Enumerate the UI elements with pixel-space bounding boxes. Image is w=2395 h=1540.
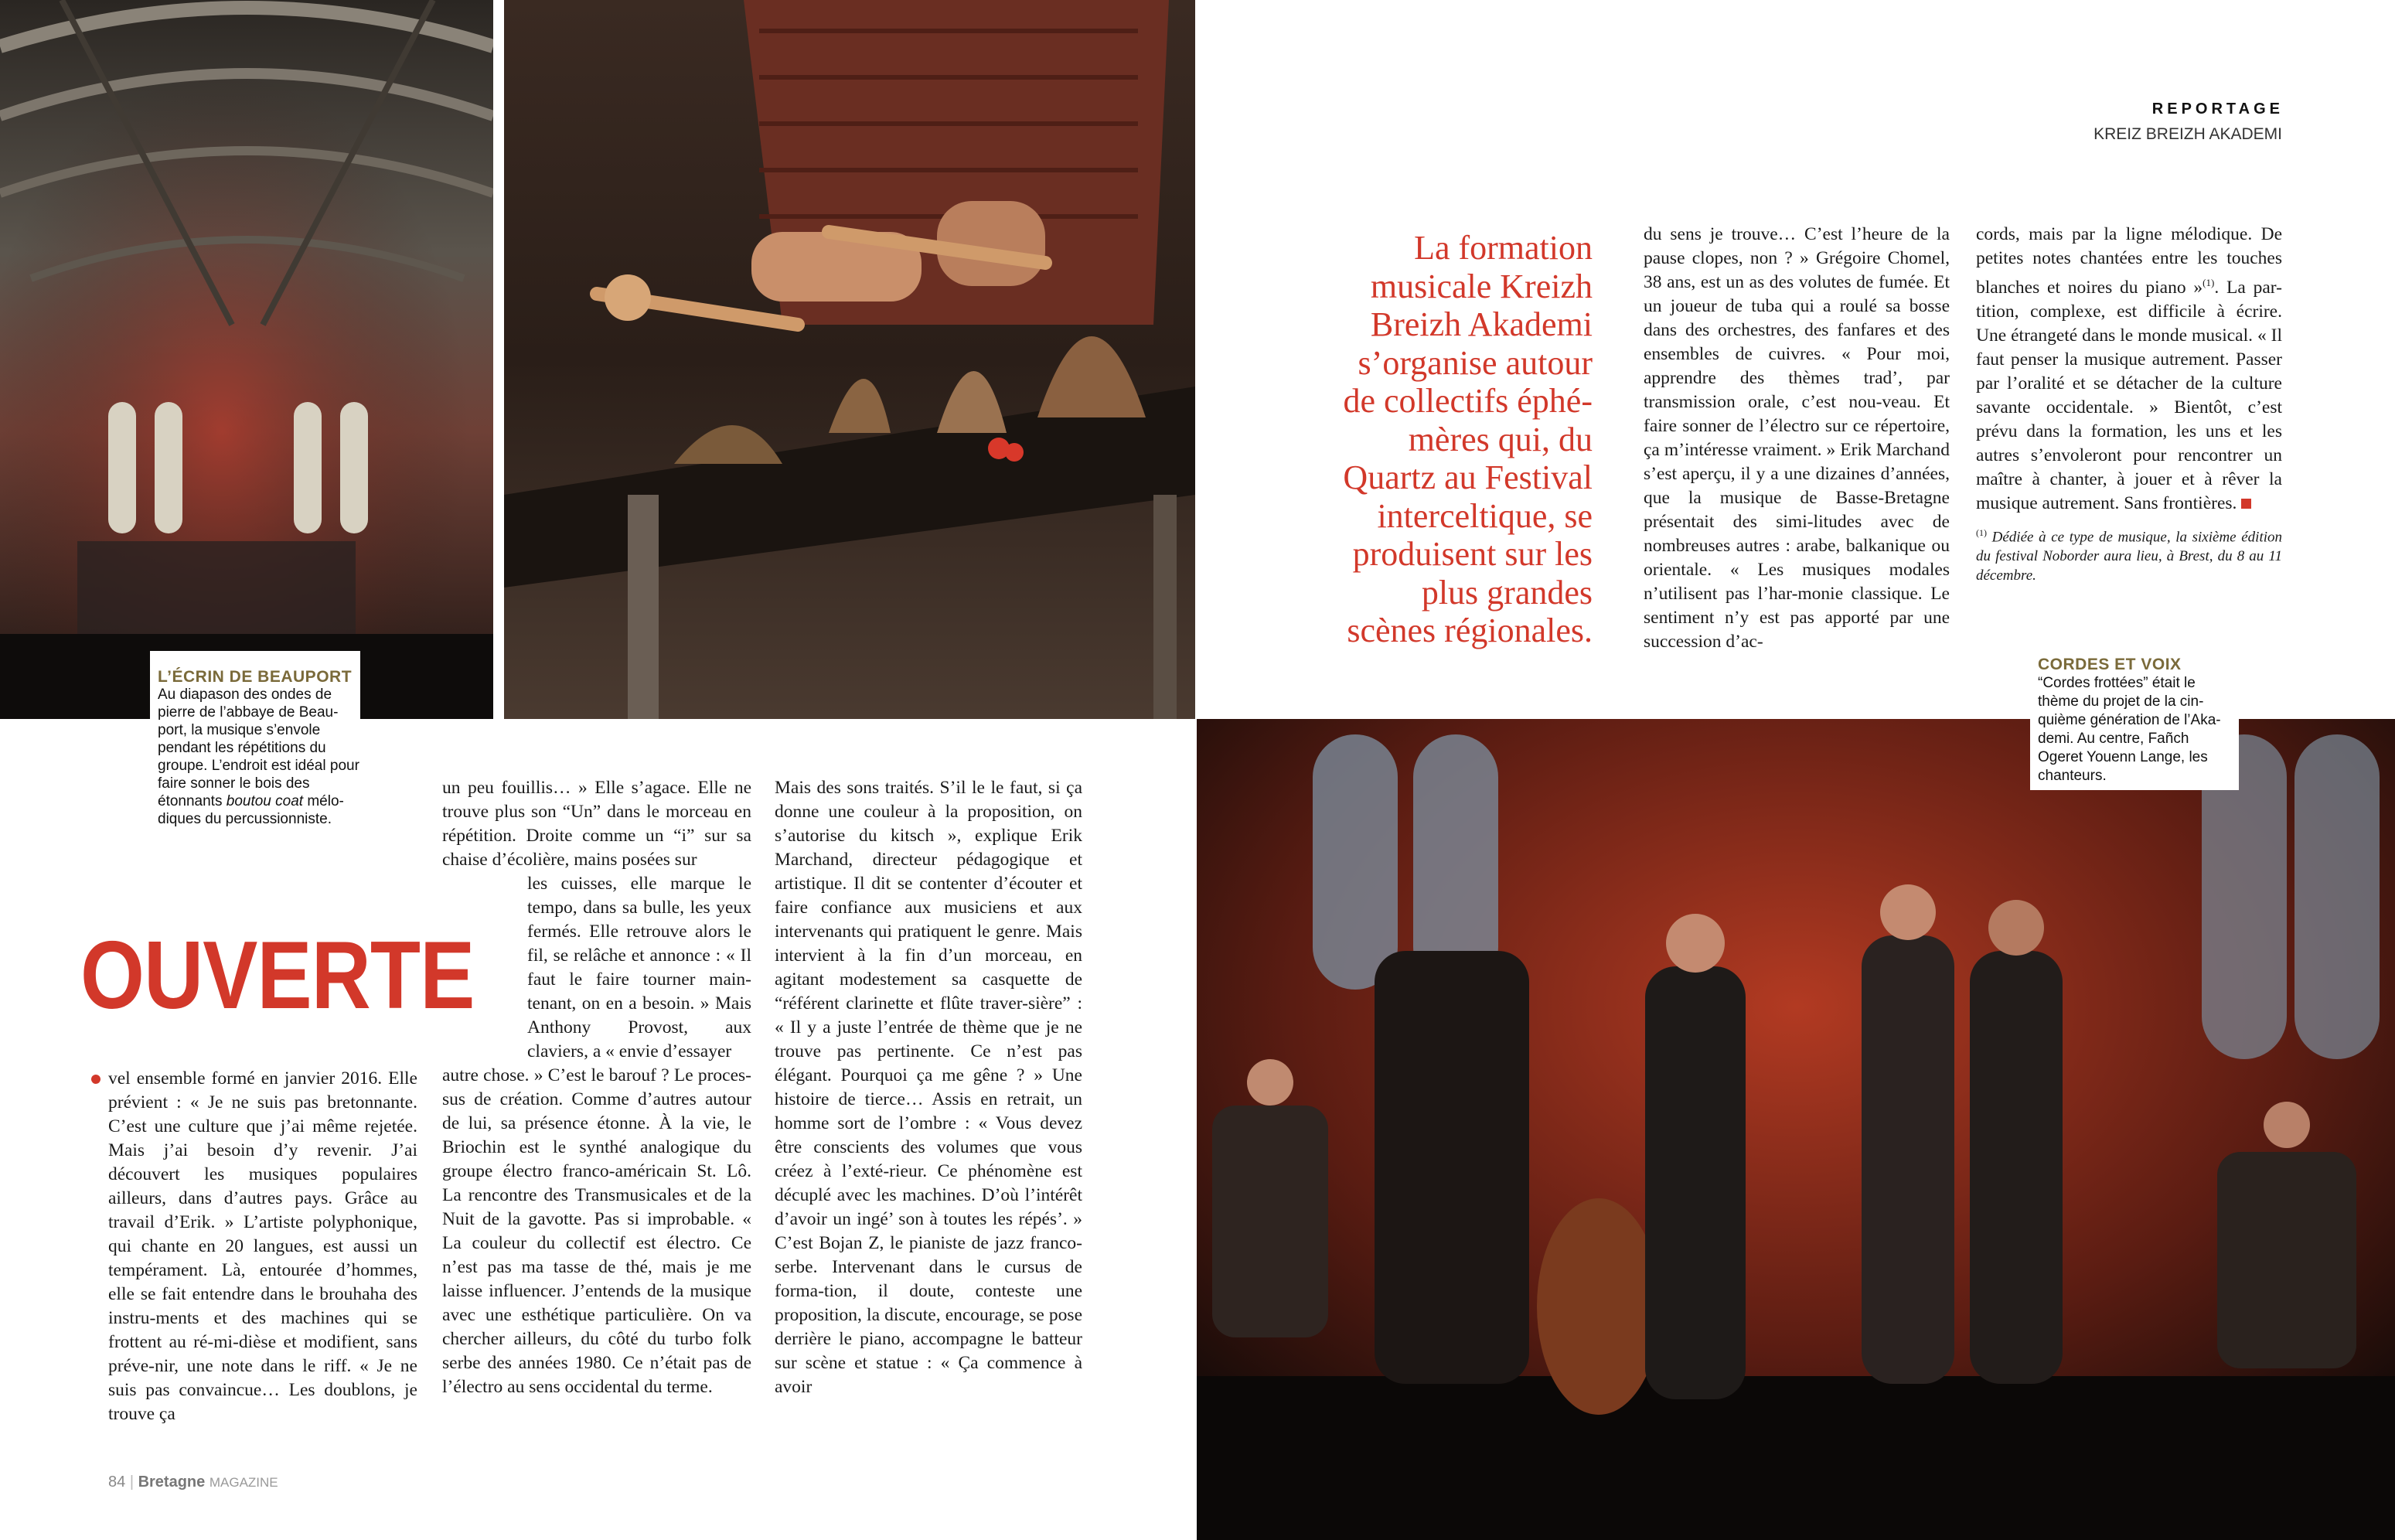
caption-beauport-text-1: Au diapason des ondes de pierre de l’abbaye de Beau-port, la musique s’envole pendant les répétitions du groupe. L’endroit est idéal pour faire sonner le bois des étonnants	[158, 687, 359, 809]
col4-text: du sens je trouve… C’est l’heure de la pause clopes, non ? » Grégoire Chomel, 38 ans, est un as des volutes de fumée. Et un joueur de tuba qui a roulé sa bosse dans des orchestres, des fanfares et des ensembles de cuivres. « Pour moi, apprendre des thèmes trad’, par transmission orale, c’est nou-veau. Et faire sonner de l’électro sur ce répertoire, ça m’intéresse vraiment. » Erik Marchand s’est aperçu, il y a une dizaines d’années, que la musique de Basse-Bretagne présentait des simi-litudes avec de nombreuses autres : arabe, balkanique ou orientale. « Les musiques modales n’utilisent pas l’har-monie classique. Le sentiment n’y est pas apporté par une succession d’ac-	[1644, 224, 1950, 652]
concert-photo	[1197, 719, 2395, 1540]
page-footer: 84 | Bretagne MAGAZINE	[108, 1474, 278, 1491]
body-column-2	[442, 776, 751, 1399]
page-number: 84	[108, 1474, 126, 1491]
continuation-arrow-icon	[91, 1075, 101, 1084]
col5-paragraph	[1976, 223, 2282, 516]
pull-quote-line: musicale Kreizh	[1370, 267, 1593, 305]
caption-beauport-text	[158, 687, 359, 827]
caption-cordes-text: “Cordes frottées” était le thème du projet de la cin-quième génération de l’Aka-demi. Au centre, Fañch Ogeret Youenn Lange, les chanteurs.	[2038, 675, 2221, 784]
body-column-3	[775, 776, 1082, 1399]
caption-beauport-italic: boutou coat	[226, 793, 304, 809]
headline: OUVERTE	[80, 922, 475, 1029]
col2-indent-text: les cuisses, elle marque le tempo, dans sa bulle, les yeux fermés. Elle retrouve alors le fil, se relâche et annonce : « Il faut le faire tourner main-tenant, on en a besoin. » Mais Anthony Provost, aux claviers, a « envie d’essayer	[527, 874, 751, 1061]
col5-footnote-ref: (1)	[2203, 277, 2215, 288]
caption-beauport	[150, 651, 360, 869]
pull-quote	[1268, 229, 1593, 650]
section-label: REPORTAGE	[2151, 101, 2284, 118]
percussion-photo	[504, 0, 1195, 719]
pull-quote-line: s’organise autour	[1358, 343, 1593, 382]
body-column-5	[1976, 223, 2282, 585]
pull-quote-line: Quartz au Festival	[1343, 458, 1593, 496]
magazine-brand-suffix: MAGAZINE	[209, 1475, 278, 1490]
abbey-illustration	[0, 0, 493, 719]
col5-text: cords, mais par la ligne mélodique. De petites notes chantées entre les touches blanches et noires du piano »	[1976, 224, 2282, 298]
body-column-4	[1644, 223, 1950, 662]
caption-cordes	[2030, 648, 2239, 790]
footnote-text: Dédiée à ce type de musique, la sixième édition du festival Noborder aura lieu, à Brest, du 8 au 11 décembre.	[1976, 529, 2283, 584]
body-column-1	[108, 1067, 417, 1426]
subsection-label: KREIZ BREIZH AKADEMI	[2093, 125, 2282, 143]
end-mark-icon	[2241, 499, 2251, 509]
col2-bottom-text: autre chose. » C’est le barouf ? Le proces-sus de création. Comme d’autres autour de lui, sa présence étonne. À la vie, le Briochin est le synthé analogique du groupe électro franco-américain St. Lô. La rencontre des Transmusicales et de la Nuit de la gavotte. Pas si improbable. « La couleur du collectif est électro. Ce n’est pas ma tasse de thé, mais je me laisse influencer. J’entends de la musique avec une esthétique particulière. On va chercher ailleurs, du côté du turbo folk serbe des années 1980. Ce n’était pas de l’électro au sens occidental du terme.	[442, 1065, 751, 1397]
pull-quote-line: La formation	[1414, 229, 1593, 267]
percussion-illustration	[504, 0, 1195, 719]
col3-text: Mais des sons traités. S’il le le faut, si ça donne une couleur à la proposition, on s’autorise du kitsch », explique Erik Marchand, directeur pédagogique et artistique. Il dit se contenter d’écouter et faire confiance aux musiciens et aux intervenants qui pratiquent le genre. Mais intervient à la fin d’un morceau, en agitant modestement sa casquette de “référent clarinette et flûte traver-sière” : « Il y a juste l’entrée de thème que je ne trouve pas pertinente. Ce n’est pas élégant. Pourquoi ça me gêne ? » Une histoire de tierce… Assis en retrait, un homme sort de l’ombre : « Vous devez être conscients des volumes que vous créez à l’exté-rieur. Ce phénomène est décuplé avec les machines. D’où l’intérêt d’avoir un ingé’ son à toutes les répés’. » C’est Bojan Z, le pianiste de jazz franco-serbe. Intervenant dans le cursus de forma-tion, il doute, conteste une proposition, la discute, encourage, se pose derrière le piano, accompagne le batteur sur scène et statue : « Ça commence à avoir	[775, 778, 1082, 1397]
caption-beauport-title: L’ÉCRIN DE BEAUPORT	[158, 668, 353, 686]
abbey-photo	[0, 0, 493, 719]
caption-beauport-text-2: mélo-diques du percussionniste.	[158, 793, 344, 827]
pull-quote-line: de collectifs éphé-	[1343, 382, 1593, 420]
concert-illustration	[1197, 719, 2395, 1540]
pull-quote-line: Breizh Akademi	[1370, 305, 1593, 343]
col1-text: vel ensemble formé en janvier 2016. Elle prévient : « Je ne suis pas bretonnante. C’est une culture que j’ai même rejetée. Mais j’ai besoin d’y revenir. J’ai découvert les musiques populaires ailleurs, dans d’autres pays. Grâce au travail d’Erik. » L’artiste polyphonique, qui chante en 20 langues, est aussi un tempérament. Là, entourée d’hommes, elle se fait entendre dans le brouhaha des instru-ments et des machines qui se frottent au ré-mi-dièse et modifient, sans préve-nir, une note dans le riff. « Je ne suis pas convaincue… Les doublons, je trouve ça	[108, 1068, 417, 1424]
pull-quote-line: produisent sur les	[1352, 535, 1593, 573]
footnote	[1976, 523, 2282, 585]
pull-quote-line: plus grandes	[1421, 573, 1593, 612]
col5-rest: . La par-tition, complexe, est difficile à écrire. Une étrangeté dans le monde musical. « Il faut penser la musique autrement. Passer par l’oralité et se détacher de la culture savante occidentale. » Bientôt, c’est prévu dans la formation, les uns et les autres s’envoleront pour rencontrer un maître à chanter, à jouer et à rêver la musique autrement. Sans frontières.	[1976, 277, 2282, 513]
footnote-marker: (1)	[1976, 526, 1987, 538]
pull-quote-line: mères qui, du	[1408, 420, 1593, 458]
pull-quote-line: scènes régionales.	[1347, 612, 1593, 649]
magazine-brand: Bretagne	[138, 1474, 206, 1491]
caption-cordes-title: CORDES ET VOIX	[2038, 656, 2182, 673]
col2-top-text: un peu fouillis… » Elle s’agace. Elle ne trouve plus son “Un” dans le morceau en répétition. Droite comme un “i” sur sa chaise d’écolière, mains posées sur	[442, 778, 751, 870]
pull-quote-line: interceltique, se	[1377, 496, 1593, 535]
